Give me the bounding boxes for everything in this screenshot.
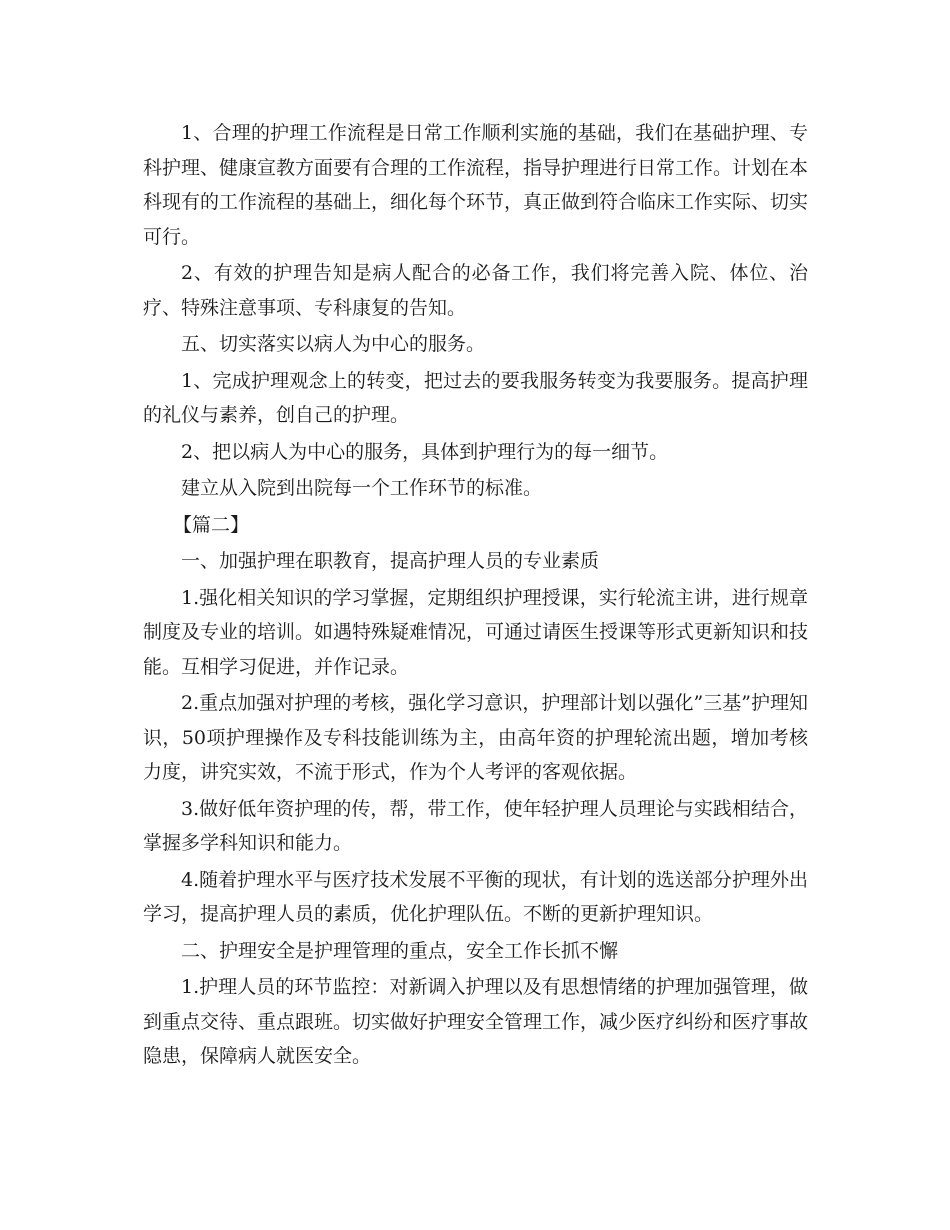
document-body (143, 116, 808, 1074)
section-heading-one: 一、加强护理在职教育，提高护理人员的专业素质 (181, 550, 600, 572)
paragraph-standards: 建立从入院到出院每一个工作环节的标准。 (181, 477, 543, 499)
section-heading-five: 五、切实落实以病人为中心的服务。 (181, 333, 486, 355)
paragraph-staff-monitoring: 1.护理人员的环节监控：对新调入护理以及有思想情绪的护理加强管理，做到重点交待、重点跟班。切实做好护理安全管理工作，减少医疗纠纷和医疗事故隐患，保障病人就医安全。 (143, 976, 809, 1067)
paragraph-knowledge-training: 1.强化相关知识的学习掌握，定期组织护理授课，实行轮流主讲，进行规章制度及专业的培训。如遇特殊疑难情况，可通过请医生授课等形式更新知识和技能。互相学习促进，并作记录。 (143, 586, 809, 678)
section-heading-two: 二、护理安全是护理管理的重点，安全工作长抓不懈 (181, 939, 619, 962)
paragraph-assessment: 2.重点加强对护理的考核，强化学习意识，护理部计划以强化”三基”护理知识，50项护理操作及专科技能训练为主，由高年资的护理轮流出题，增加考核力度，讲究实效，不流于形式，作为个人考评的客观依据。 (143, 692, 808, 783)
paragraph-external-study: 4.随着护理水平与医疗技术发展不平衡的现状，有计划的选送部分护理外出学习，提高护理人员的素质，优化护理队伍。不断的更新护理知识。 (143, 868, 808, 925)
paragraph-notification: 2、有效的护理告知是病人配合的必备工作，我们将完善入院、体位、治疗、特殊注意事项、专科康复的告知。 (143, 262, 808, 319)
paragraph-mentoring: 3.做好低年资护理的传，帮，带工作，使年轻护理人员理论与实践相结合，掌握多学科知识和能力。 (143, 797, 808, 854)
paragraph-concept-change: 1、完成护理观念上的转变，把过去的要我服务转变为我要服务。提高护理的礼仪与素养，创自己的护理。 (143, 369, 808, 426)
paragraph-patient-centered: 2、把以病人为中心的服务，具体到护理行为的每一细节。 (181, 440, 669, 463)
part-two-heading: 【篇二】 (173, 513, 250, 536)
paragraph-workflow: 1、合理的护理工作流程是日常工作顺利实施的基础，我们在基础护理、专科护理、健康宣教方面要有合理的工作流程，指导护理进行日常工作。计划在本科现有的工作流程的基础上，细化每个环节，真正做到符合临床工作实际、切实可行。 (143, 122, 809, 248)
